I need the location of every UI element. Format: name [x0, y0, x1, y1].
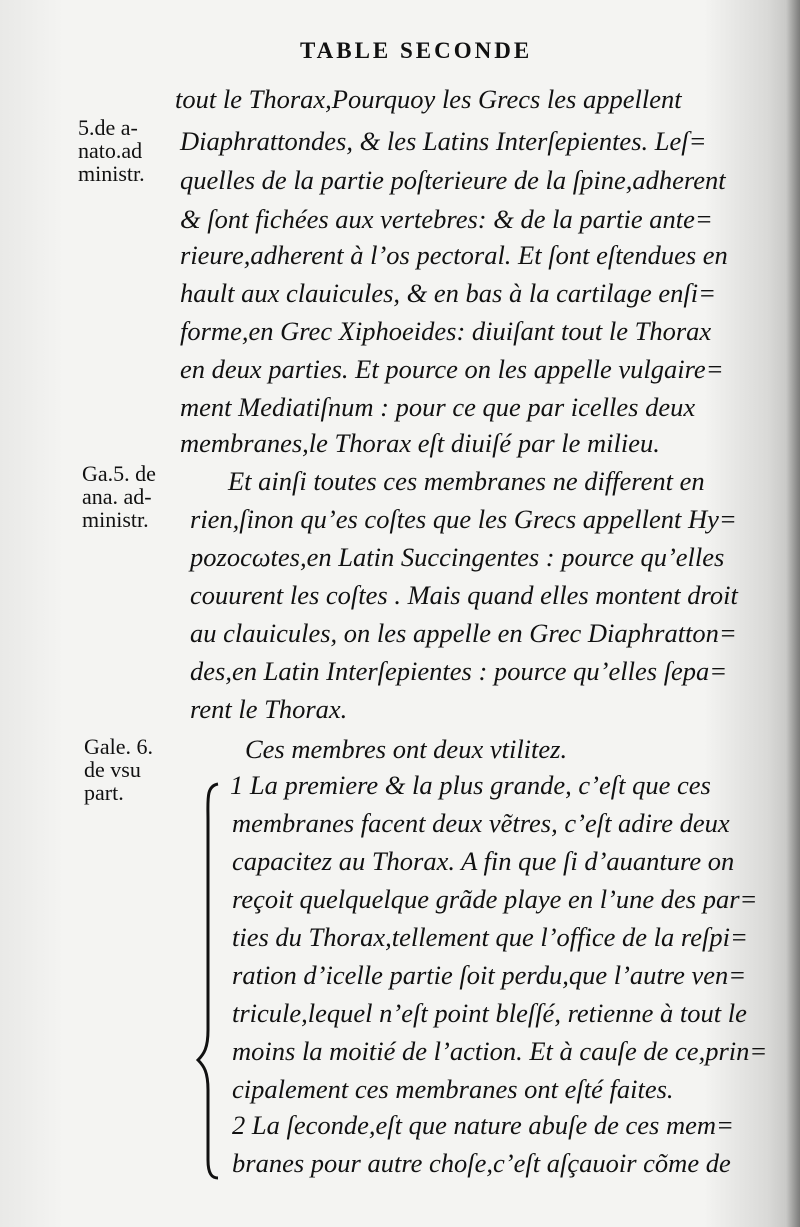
margin-note-1: 5.de a- nato.ad ministr.: [78, 115, 145, 187]
text-line: reçoit quelquelque grãde playe en l’une des par=: [232, 884, 758, 914]
text-line: Ces membres ont deux vtilitez.: [245, 734, 568, 764]
text-line: pozocωtes,en Latin Succingentes : pource qu’elles: [190, 542, 725, 572]
text-line: couurent les coſtes . Mais quand elles montent droit: [190, 580, 738, 610]
text-line: membranes facent deux vẽtres, c’eſt adire deux: [232, 808, 730, 838]
text-line: rieure,adherent à l’os pectoral. Et ſont eſtendues en: [180, 240, 728, 270]
margin-note-2: Ga.5. de ana. ad- ministr.: [82, 461, 156, 533]
text-line: au clauicules, on les appelle en Grec Diaphratton=: [190, 618, 737, 648]
text-line: des,en Latin Interſepientes : pource qu’elles ſepa=: [190, 656, 728, 686]
running-title: TABLE SECONDE: [300, 38, 533, 63]
text-line: hault aux clauicules, & en bas à la cartilage enſi=: [180, 278, 717, 308]
text-line: tricule,lequel n’eſt point bleſſé, retienne à tout le: [232, 998, 747, 1028]
text-line: quelles de la partie poſterieure de la ſpine,adherent: [180, 165, 726, 195]
text-line: ration d’icelle partie ſoit perdu,que l’autre ven=: [232, 960, 747, 990]
text-line: Et ainſi toutes ces membranes ne different en: [228, 466, 705, 496]
text-line: 1 La premiere & la plus grande, c’eſt que ces: [230, 770, 711, 800]
text-line: & ſont fichées aux vertebres: & de la partie ante=: [180, 204, 713, 234]
margin-note-3: Gale. 6. de vsu part.: [84, 734, 154, 806]
text-line: rent le Thorax.: [190, 694, 348, 724]
text-line: ties du Thorax,tellement que l’office de la reſpi=: [232, 922, 748, 952]
text-line: cipalement ces membranes ont eſté faites.: [232, 1074, 674, 1104]
text-line: tout le Thorax,Pourquoy les Grecs les appellent: [175, 84, 682, 114]
text-line: Diaphrattondes, & les Latins Interſepientes. Leſ=: [180, 126, 707, 156]
text-line: moins la moitié de l’action. Et à cauſe de ce,prin=: [232, 1036, 768, 1066]
text-line: capacitez au Thorax. A fin que ſi d’auanture on: [232, 846, 735, 876]
text-line: en deux parties. Et pource on les appelle vulgaire=: [180, 354, 724, 384]
curly-brace: [196, 780, 226, 1180]
text-line: membranes,le Thorax eſt diuiſé par le milieu.: [180, 428, 660, 458]
page-gutter-shadow: [786, 0, 800, 1227]
text-line: forme,en Grec Xiphoeides: diuiſant tout le Thorax: [180, 316, 712, 346]
text-line: branes pour autre choſe,c’eſt aſçauoir cõme de: [232, 1148, 731, 1178]
text-line: ment Mediatiſnum : pour ce que par icelles deux: [180, 392, 696, 422]
text-line: rien,ſinon qu’es coſtes que les Grecs appellent Hy=: [190, 504, 737, 534]
text-line: 2 La ſeconde,eſt que nature abuſe de ces mem=: [232, 1110, 734, 1140]
